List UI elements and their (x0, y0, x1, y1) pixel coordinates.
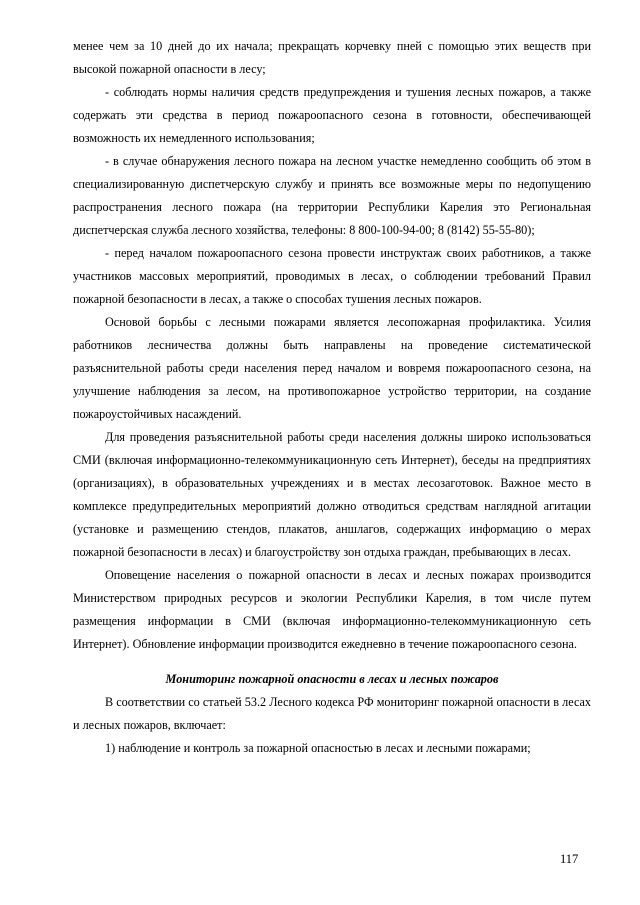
section-spacer (73, 656, 591, 668)
paragraph-4: - перед началом пожароопасного сезона провести инструктаж своих работников, а также участников массовых мероприятий, проводимых в лесах, о соблюдении требований Правил пожарной безопасности в лесах, а также о способах тушения лесных пожаров. (73, 246, 591, 306)
paragraph-2: - соблюдать нормы наличия средств предупреждения и тушения лесных пожаров, а также содержать эти средства в период пожароопасного сезона в готовности, обеспечивающей возможность их немедленного использования; (73, 85, 591, 145)
paragraph-5: Основой борьбы с лесными пожарами является лесопожарная профилактика. Усилия работников лесничества должны быть направлены на проведение систематической разъяснительной работы среди населения перед началом и вовремя пожароопасного сезона, на улучшение наблюдения за лесом, на противопожарное устройство территории, на создание пожароустойчивых насаждений. (73, 315, 591, 421)
page-number: 117 (560, 852, 579, 866)
paragraph-1: менее чем за 10 дней до их начала; прекращать корчевку пней с помощью этих веществ при высокой пожарной опасности в лесу; (73, 39, 591, 76)
paragraph-7: Оповещение населения о пожарной опасности в лесах и лесных пожарах производится Министерством природных ресурсов и экологии Республики Карелия, в том числе путем размещения информации в СМИ (включая информационно-телекоммуникационную сеть Интернет). Обновление информации производится ежедневно в течение пожароопасного сезона. (73, 568, 591, 651)
section-paragraph-2: 1) наблюдение и контроль за пожарной опасностью в лесах и лесными пожарами; (105, 741, 531, 755)
section-heading: Мониторинг пожарной опасности в лесах и лесных пожаров (165, 672, 499, 686)
document-page (73, 35, 591, 760)
paragraph-6: Для проведения разъяснительной работы среди населения должны широко использоваться СМИ (включая информационно-телекоммуникационную сеть Интернет), беседы на предприятиях (организациях), в образовательных учреждениях и в местах лесозаготовок. Важное место в комплексе предупредительных мероприятий должно отводиться средствам наглядной агитации (установке и размещению стендов, плакатов, аншлагов, содержащих информацию о мерах пожарной безопасности в лесах) и благоустройству зон отдыха граждан, пребывающих в лесах. (73, 430, 591, 559)
paragraph-3: - в случае обнаружения лесного пожара на лесном участке немедленно сообщить об этом в специализированную диспетчерскую службу и принять все возможные меры по недопущению распространения лесного пожара (на территории Республики Карелия это Региональная диспетчерская служба лесного хозяйства, телефоны: 8 800-100-94-00; 8 (8142) 55-55-80); (73, 154, 591, 237)
section-paragraph-1: В соответствии со статьей 53.2 Лесного кодекса РФ мониторинг пожарной опасности в лесах и лесных пожаров, включает: (73, 695, 591, 732)
